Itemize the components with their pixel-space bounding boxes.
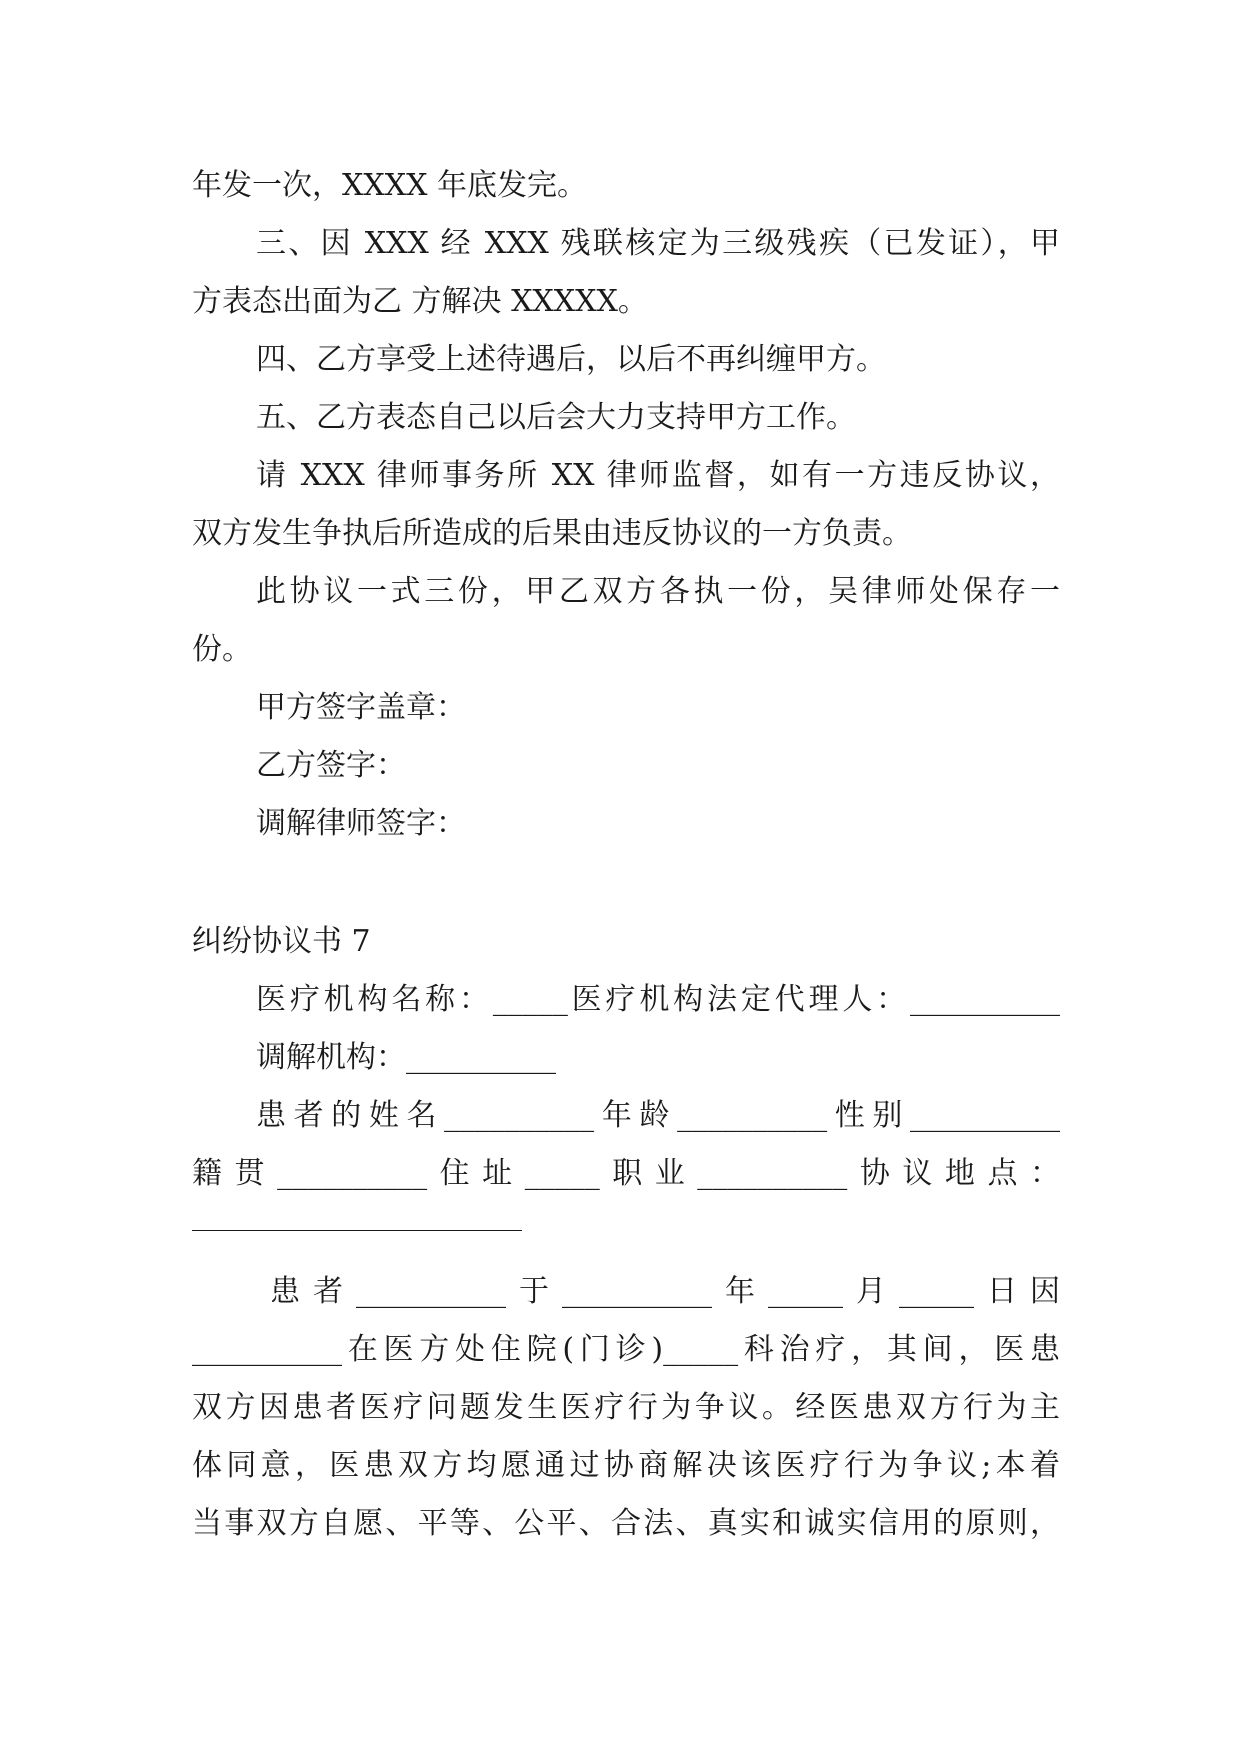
paragraph-line: __________在医方处住院(门诊)_____科治疗，其间，医患 [192,1332,1060,1367]
section-title: 纠纷协议书 7 [192,924,371,959]
paragraph-line: 双方发生争执后所造成的后果由违反协议的一方负责。 [192,516,912,551]
paragraph-line: 请 XXX 律师事务所 XX 律师监督，如有一方违反协议， [256,458,1060,493]
blank-underline [192,1230,522,1231]
paragraph-line: 患者__________于__________年_____月_____日因 [270,1274,1060,1309]
form-line: 籍贯__________住址_____职业__________协议地点： [192,1156,1060,1191]
paragraph-line: 份。 [192,632,252,667]
paragraph-line: 体同意，医患双方均愿通过协商解决该医疗行为争议;本着 [192,1448,1060,1483]
paragraph-line: 此协议一式三份，甲乙双方各执一份，吴律师处保存一 [256,574,1060,609]
paragraph-line: 四、乙方享受上述待遇后，以后不再纠缠甲方。 [256,342,886,377]
signature-party-a: 甲方签字盖章： [256,690,466,725]
form-line: 调解机构：__________ [256,1040,556,1075]
paragraph-line: 五、乙方表态自己以后会大力支持甲方工作。 [256,400,856,435]
form-line: 医疗机构名称：_____医疗机构法定代理人：__________ [256,982,1060,1017]
paragraph-line: 双方因患者医疗问题发生医疗行为争议。经医患双方行为主 [192,1390,1060,1425]
form-line: 患者的姓名__________年龄__________性别__________ [256,1098,1060,1133]
paragraph-line: 当事双方自愿、平等、公平、合法、真实和诚实信用的原则， [192,1506,1060,1541]
signature-party-b: 乙方签字： [256,748,406,783]
paragraph-line: 三、因 XXX 经 XXX 残联核定为三级残疾（已发证），甲 [256,226,1060,261]
paragraph-line: 方表态出面为乙 方解决 XXXXX。 [192,284,648,319]
signature-mediator: 调解律师签字： [256,806,466,841]
paragraph-line: 年发一次，XXXX 年底发完。 [192,168,587,203]
